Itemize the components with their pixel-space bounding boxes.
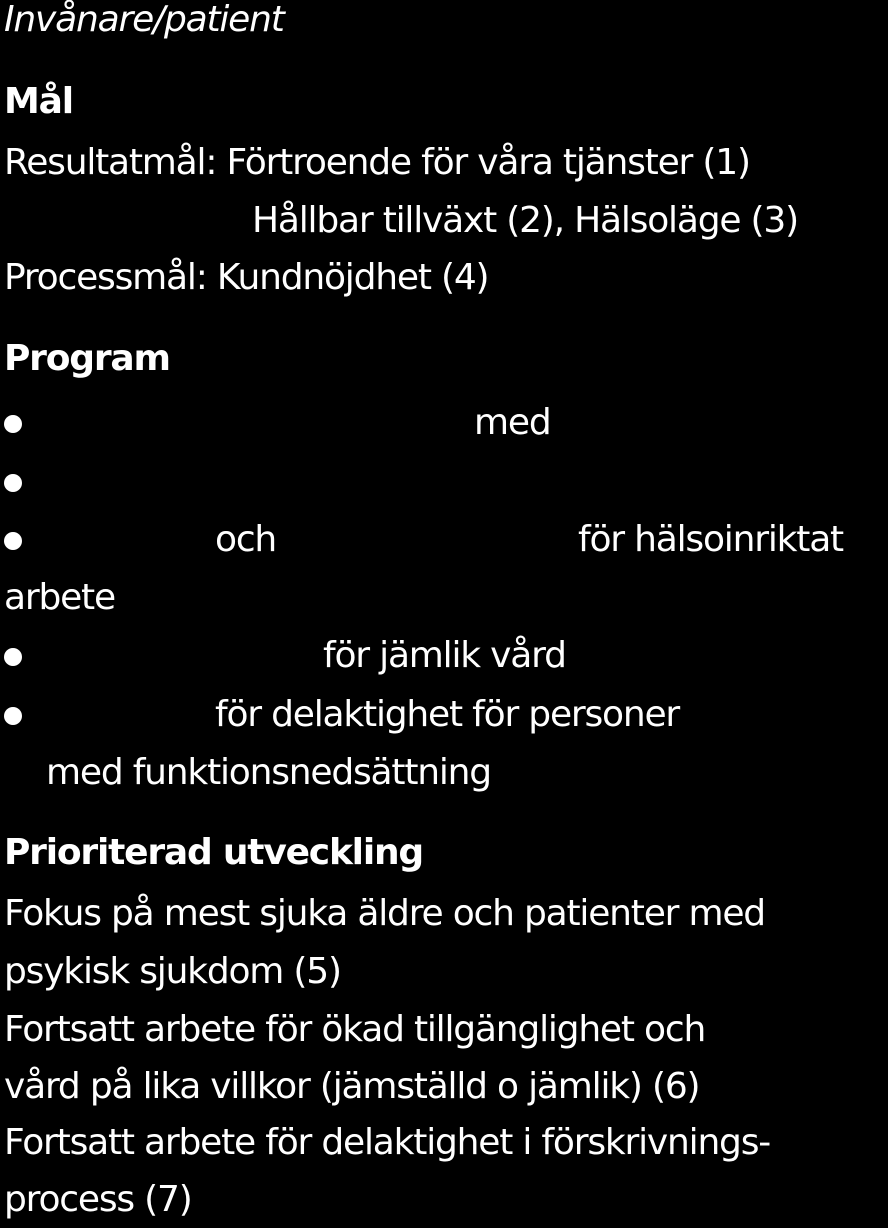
prioritized-item-1-line-2: psykisk sjukdom (5) bbox=[4, 951, 341, 992]
program-bullet-5-continuation: med funktionsnedsättning bbox=[46, 752, 491, 793]
result-goals-line: Resultatmål: Förtroende för våra tjänster (1) bbox=[4, 142, 750, 183]
prioritized-item-3-line-2: process (7) bbox=[4, 1179, 192, 1220]
prioritized-item-3-line-1: Fortsatt arbete för delaktighet i förskrivnings- bbox=[4, 1122, 771, 1163]
process-goals-line: Processmål: Kundnöjdhet (4) bbox=[4, 257, 489, 298]
prioritized-heading: Prioriterad utveckling bbox=[4, 832, 423, 873]
program-bullet-3-continuation: arbete bbox=[4, 577, 115, 618]
bullet-dot-icon bbox=[4, 474, 22, 492]
goals-heading: Mål bbox=[4, 81, 73, 122]
result-goals-line-2: Hållbar tillväxt (2), Hälsoläge (3) bbox=[252, 200, 798, 241]
program-bullet-3-fragment-2: för hälsoinriktat bbox=[578, 519, 843, 560]
prioritized-item-2-line-2: vård på lika villkor (jämställd o jämlik) (6) bbox=[4, 1066, 700, 1107]
audience-title: Invånare/patient bbox=[4, 0, 284, 40]
prioritized-item-1-line-1: Fokus på mest sjuka äldre och patienter med bbox=[4, 893, 765, 934]
prioritized-item-2-line-1: Fortsatt arbete för ökad tillgänglighet och bbox=[4, 1009, 706, 1050]
program-bullet-1-fragment: med bbox=[474, 402, 551, 443]
program-bullet-4-fragment: för jämlik vård bbox=[323, 635, 566, 676]
program-bullet-5-fragment: för delaktighet för personer bbox=[215, 694, 680, 735]
bullet-dot-icon bbox=[4, 415, 22, 433]
program-heading: Program bbox=[4, 338, 170, 379]
bullet-dot-icon bbox=[4, 648, 22, 666]
program-bullet-3-fragment-1: och bbox=[215, 519, 277, 560]
bullet-dot-icon bbox=[4, 532, 22, 550]
bullet-dot-icon bbox=[4, 707, 22, 725]
